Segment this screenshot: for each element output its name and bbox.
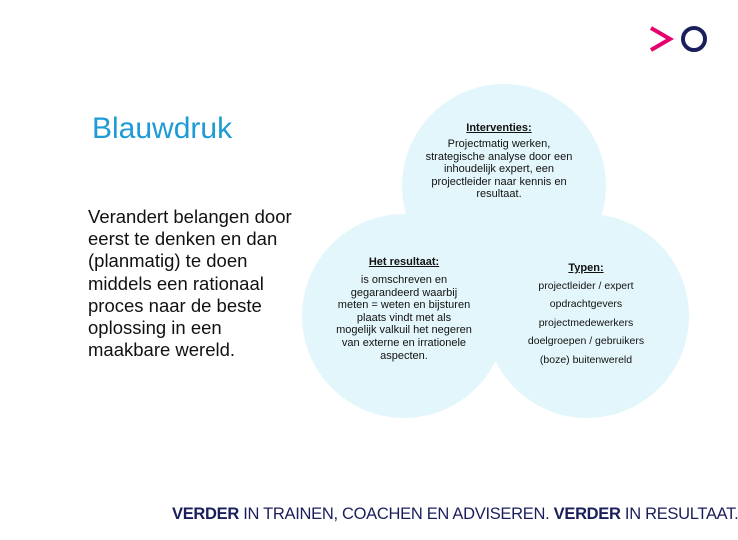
typen-item: projectmedewerkers bbox=[538, 316, 634, 329]
venn-resultaat bbox=[336, 256, 472, 362]
venn-typen bbox=[524, 262, 648, 372]
footer-text-1: IN TRAINEN, COACHEN EN ADVISEREN. bbox=[238, 505, 554, 523]
typen-item: (boze) buitenwereld bbox=[539, 353, 633, 366]
interventies-heading: Interventies: bbox=[466, 122, 532, 134]
slide-body-text: Verandert belangen door eerst te denken en dan (planmatig) te doen middels een rationaal proces naar de beste oplossing in een maakbare wereld. bbox=[88, 206, 292, 361]
footer-text-2: IN RESULTAAT. bbox=[620, 505, 738, 523]
footer-bold-2: VERDER bbox=[553, 505, 621, 523]
interventies-text: Projectmatig werken, strategische analyse door een inhoudelijk expert, een projectleider naar kennis en resultaat. bbox=[425, 138, 573, 201]
resultaat-text: is omschreven en gegarandeerd waarbij meten = weten en bijsturen plaats vindt met als mogelijk valkuil het negeren van externe en irrationele aspecten. bbox=[336, 274, 472, 362]
typen-item: projectleider / expert bbox=[538, 280, 634, 292]
resultaat-heading: Het resultaat: bbox=[368, 256, 440, 268]
typen-item: opdrachtgevers bbox=[549, 298, 623, 311]
typen-item: doelgroepen / gebruikers bbox=[527, 335, 645, 348]
venn-interventies bbox=[418, 122, 580, 201]
footer-bold-1: VERDER bbox=[172, 505, 239, 523]
footer-tagline bbox=[172, 505, 738, 524]
typen-list bbox=[524, 280, 648, 366]
typen-heading: Typen: bbox=[568, 262, 604, 274]
slide-title: Blauwdruk bbox=[92, 112, 233, 145]
